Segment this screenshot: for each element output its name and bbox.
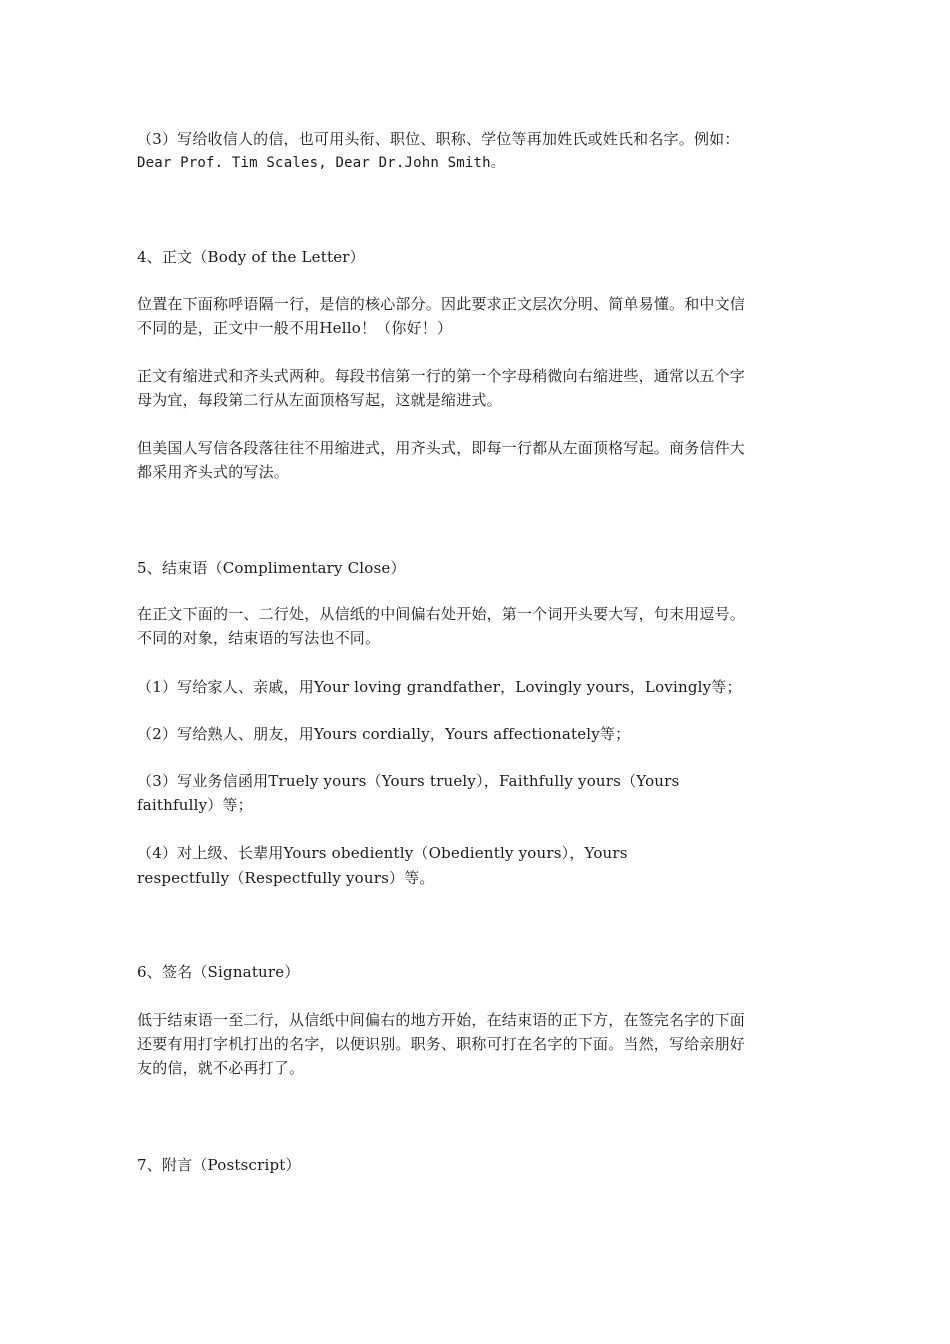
body-paragraph-1-line-2: 不同的是，正文中一般不用Hello！（你好！） [137, 319, 453, 337]
signature-paragraph-line-3: 友的信，就不必再打了。 [137, 1059, 305, 1077]
signature-paragraph-line-1: 低于结束语一至二行，从信纸中间偏右的地方开始，在结束语的正下方，在签完名字的下面 [137, 1011, 746, 1029]
close-item-1: （1）写给家人、亲戚，用Your loving grandfather，Lovingly yours，Lovingly等； [137, 678, 742, 696]
item-3-title-usage-line-1: （3）写给收信人的信，也可用头衔、职位、职称、学位等再加姓氏或姓氏和名字。例如： [137, 130, 740, 148]
close-item-3-line-2: faithfully）等； [137, 796, 253, 814]
body-paragraph-3-line-1: 但美国人写信各段落往往不用缩进式，用齐头式，即每一行都从左面顶格写起。商务信件大 [137, 439, 746, 457]
close-item-4-line-1: （4）对上级、长辈用Yours obediently（Obediently yours），Yours [137, 844, 628, 862]
body-paragraph-3-line-2: 都采用齐头式的写法。 [137, 463, 290, 481]
close-item-4-line-2: respectfully（Respectfully yours）等。 [137, 869, 435, 887]
section-heading-postscript: 7、附言（Postscript） [137, 1156, 301, 1174]
section-heading-body: 4、正文（Body of the Letter） [137, 248, 365, 266]
body-paragraph-1-line-1: 位置在下面称呼语隔一行，是信的核心部分。因此要求正文层次分明、简单易懂。和中文信 [137, 295, 746, 313]
close-paragraph-line-2: 不同的对象，结束语的写法也不同。 [137, 629, 381, 647]
close-item-3-line-1: （3）写业务信函用Truely yours（Yours truely），Faithfully yours（Yours [137, 772, 680, 790]
signature-paragraph-line-2: 还要有用打字机打出的名字，以便识别。职务、职称可打在名字的下面。当然，写给亲朋好 [137, 1035, 746, 1053]
body-paragraph-2-line-2: 母为宜，每段第二行从左面顶格写起，这就是缩进式。 [137, 391, 502, 409]
section-heading-complimentary-close: 5、结束语（Complimentary Close） [137, 559, 406, 577]
close-item-2: （2）写给熟人、朋友，用Yours cordially，Yours affectionately等； [137, 725, 631, 743]
item-3-title-usage-line-2: Dear Prof. Tim Scales, Dear Dr.John Smith。 [137, 155, 505, 171]
section-heading-signature: 6、签名（Signature） [137, 963, 300, 981]
body-paragraph-2-line-1: 正文有缩进式和齐头式两种。每段书信第一行的第一个字母稍微向右缩进些，通常以五个字 [137, 367, 746, 385]
close-paragraph-line-1: 在正文下面的一、二行处，从信纸的中间偏右处开始，第一个词开头要大写，句末用逗号。 [137, 605, 746, 623]
